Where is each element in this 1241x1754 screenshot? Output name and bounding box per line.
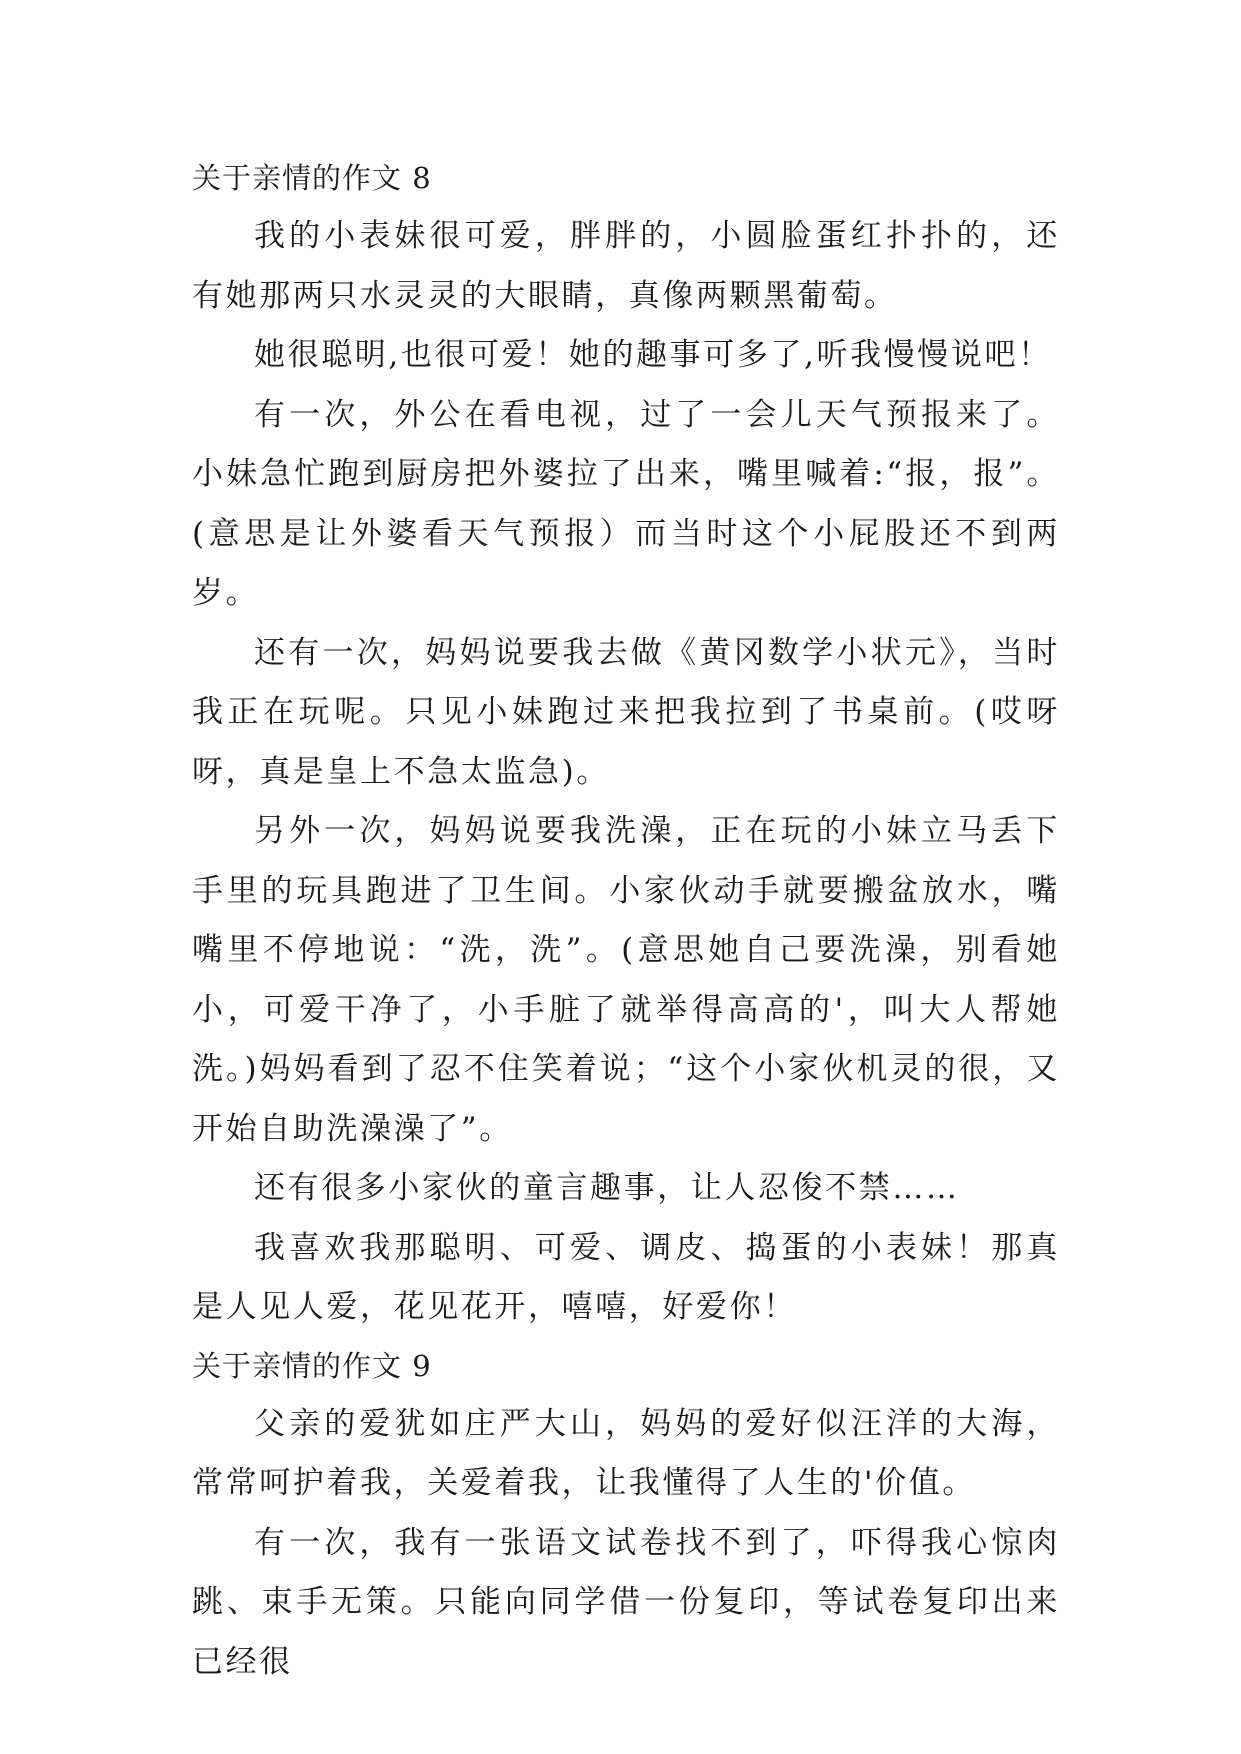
paragraph: 父亲的爱犹如庄严大山，妈妈的爱好似汪洋的大海，常常呵护着我，关爱着我，让我懂得了人生的'价值。 [192, 1405, 1060, 1501]
paragraph: 我喜欢我那聪明、可爱、调皮、捣蛋的小表妹！那真是人见人爱，花见花开，嘻嘻，好爱你！ [192, 1229, 1060, 1325]
paragraph: 我的小表妹很可爱，胖胖的，小圆脸蛋红扑扑的，还有她那两只水灵灵的大眼睛，真像两颗黑葡萄。 [192, 218, 1060, 314]
paragraph: 还有很多小家伙的童言趣事，让人忍俊不禁…… [254, 1170, 960, 1206]
paragraph: 还有一次，妈妈说要我去做《黄冈数学小状元》，当时我正在玩呢。只见小妹跑过来把我拉到了书桌前。(哎呀呀，真是皇上不急太监急)。 [192, 634, 1060, 790]
document-page [192, 150, 1060, 1692]
paragraph: 有一次，我有一张语文试卷找不到了，吓得我心惊肉跳、束手无策。只能向同学借一份复印，等试卷复印出来已经很 [192, 1524, 1060, 1680]
paragraph: 有一次，外公在看电视，过了一会儿天气预报来了。小妹急忙跑到厨房把外婆拉了出来，嘴里喊着:“报，报”。(意思是让外婆看天气预报）而当时这个小屁股还不到两岁。 [192, 396, 1060, 611]
paragraph: 另外一次，妈妈说要我洗澡，正在玩的小妹立马丢下手里的玩具跑进了卫生间。小家伙动手就要搬盆放水，嘴嘴里不停地说：“洗，洗”。(意思她自己要洗澡，别看她小，可爱干净了，小手脏了就举得高高的'，叫大人帮她洗。)妈妈看到了忍不住笑着说；“这个小家伙机灵的很，又开始自助洗澡澡了”。 [192, 813, 1060, 1147]
paragraph: 她很聪明,也很可爱！她的趣事可多了,听我慢慢说吧！ [254, 337, 1052, 373]
section-heading: 关于亲情的作文 8 [192, 161, 432, 195]
section-heading: 关于亲情的作文 9 [192, 1348, 432, 1383]
